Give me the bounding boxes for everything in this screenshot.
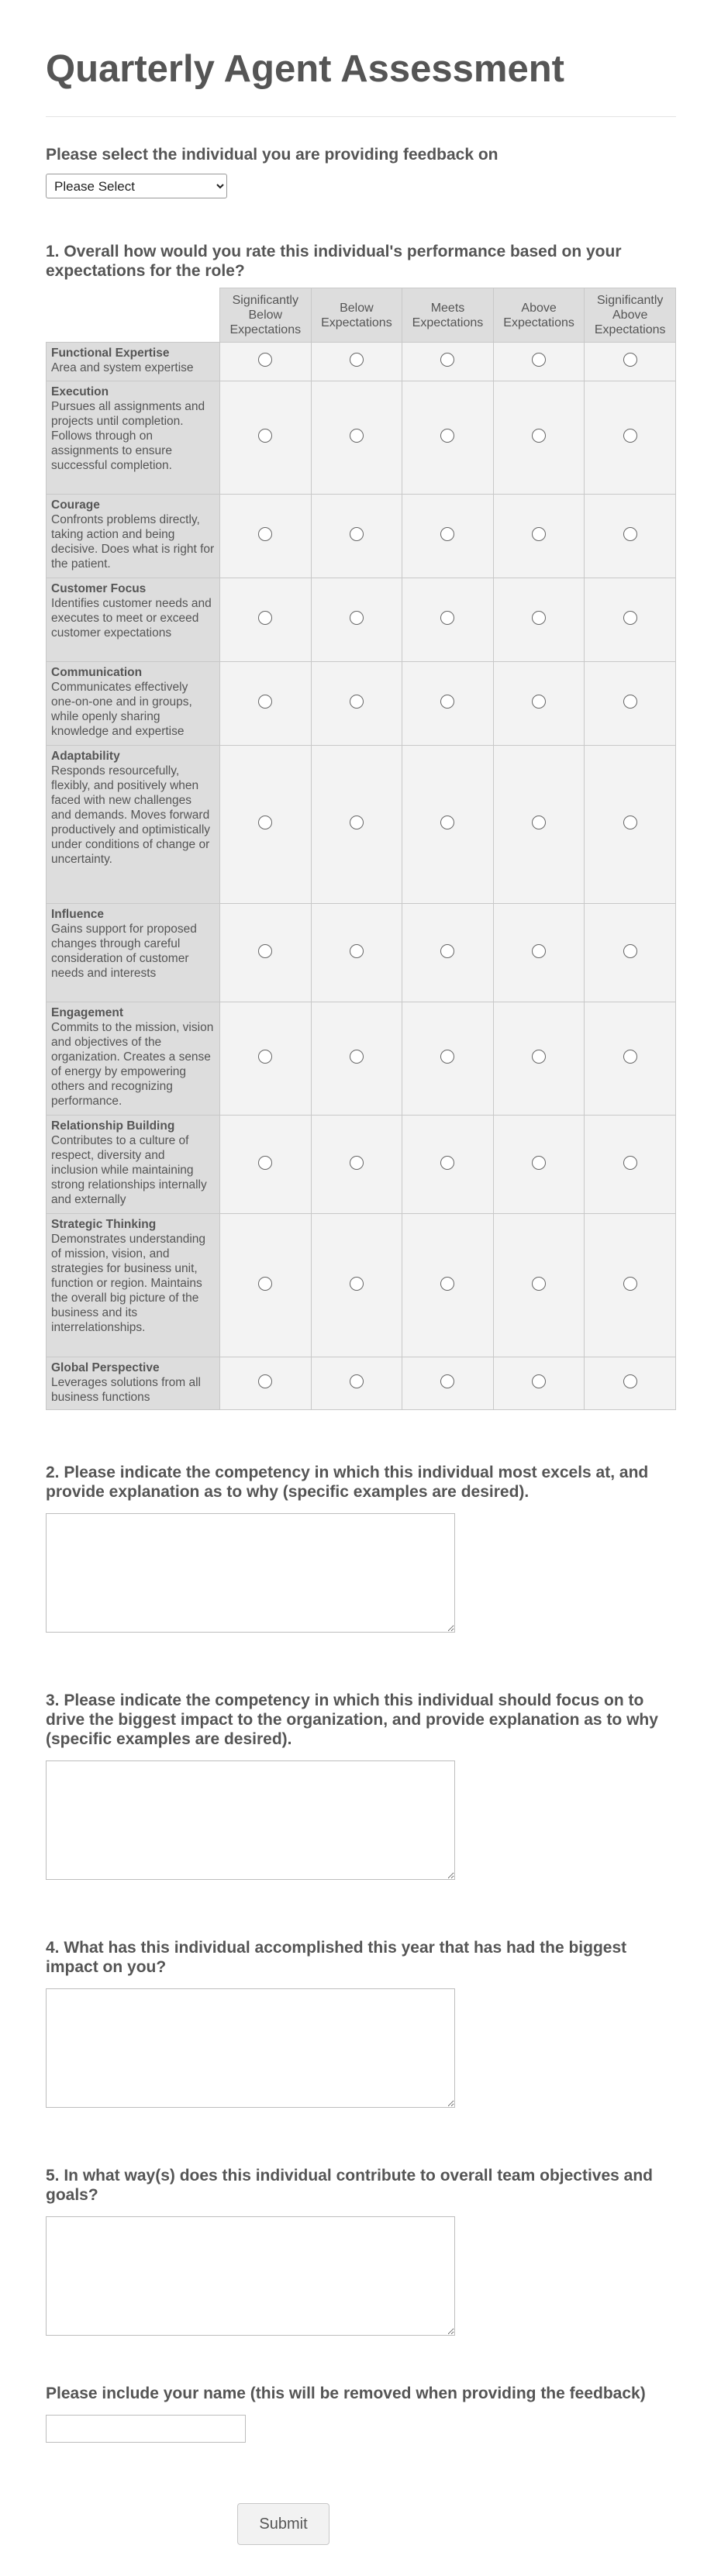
rating-radio[interactable] xyxy=(258,611,272,625)
rating-radio[interactable] xyxy=(440,1374,454,1388)
rating-radio[interactable] xyxy=(258,1374,272,1388)
row-title: Global Perspective xyxy=(51,1361,160,1374)
rating-cell xyxy=(493,578,585,662)
row-header xyxy=(47,495,220,578)
matrix-row xyxy=(47,662,676,746)
rating-radio[interactable] xyxy=(532,816,546,829)
rating-radio[interactable] xyxy=(440,944,454,958)
rating-radio[interactable] xyxy=(258,1277,272,1291)
column-header: Significantly Below Expectations xyxy=(220,288,312,343)
rating-cell xyxy=(220,1002,312,1116)
rating-radio[interactable] xyxy=(350,353,364,367)
rating-cell xyxy=(402,381,494,495)
column-header: Meets Expectations xyxy=(402,288,494,343)
rating-cell xyxy=(311,578,402,662)
rating-radio[interactable] xyxy=(623,1050,637,1064)
q2-textarea[interactable] xyxy=(46,1513,455,1633)
rating-matrix xyxy=(46,288,676,1410)
rating-cell xyxy=(402,1357,494,1410)
q2-section xyxy=(46,1463,676,1633)
rating-radio[interactable] xyxy=(350,429,364,443)
q3-section xyxy=(46,1691,676,1880)
rating-cell xyxy=(220,662,312,746)
q3-textarea[interactable] xyxy=(46,1760,455,1880)
rating-cell xyxy=(311,746,402,904)
rating-cell xyxy=(493,1357,585,1410)
row-description: Pursues all assignments and projects until completion. Follows through on assignments to ensure successful completion. xyxy=(51,400,205,472)
rating-cell xyxy=(220,495,312,578)
row-description: Contributes to a culture of respect, diversity and inclusion while maintaining strong relationships internally and externally xyxy=(51,1134,207,1206)
rating-radio[interactable] xyxy=(532,1277,546,1291)
rating-radio[interactable] xyxy=(258,944,272,958)
q5-textarea[interactable] xyxy=(46,2216,455,2336)
rating-cell xyxy=(402,495,494,578)
name-input[interactable] xyxy=(46,2415,246,2443)
rating-radio[interactable] xyxy=(623,695,637,709)
rating-radio[interactable] xyxy=(532,695,546,709)
row-title: Functional Expertise xyxy=(51,347,170,360)
row-description: Communicates effectively one-on-one and in groups, while openly sharing knowledge and expertise xyxy=(51,681,192,738)
q4-textarea[interactable] xyxy=(46,1988,455,2108)
rating-radio[interactable] xyxy=(350,1277,364,1291)
row-title: Engagement xyxy=(51,1006,124,1019)
rating-cell xyxy=(493,495,585,578)
rating-cell xyxy=(220,746,312,904)
rating-cell xyxy=(311,662,402,746)
rating-radio[interactable] xyxy=(532,353,546,367)
rating-cell xyxy=(220,1214,312,1357)
rating-cell xyxy=(220,1357,312,1410)
form-title: Quarterly Agent Assessment xyxy=(46,48,564,90)
rating-radio[interactable] xyxy=(350,944,364,958)
rating-cell xyxy=(493,343,585,381)
row-title: Influence xyxy=(51,908,105,921)
rating-cell xyxy=(585,343,676,381)
rating-cell xyxy=(585,746,676,904)
q1-section xyxy=(46,242,676,1410)
rating-radio[interactable] xyxy=(440,429,454,443)
q4-section xyxy=(46,1938,676,2108)
name-section xyxy=(46,2384,676,2443)
rating-cell xyxy=(311,1357,402,1410)
rating-cell xyxy=(311,1116,402,1214)
rating-radio[interactable] xyxy=(532,1050,546,1064)
matrix-body xyxy=(47,343,676,1410)
rating-radio[interactable] xyxy=(623,429,637,443)
name-label: Please include your name (this will be removed when providing the feedback) xyxy=(46,2385,646,2402)
rating-radio[interactable] xyxy=(350,695,364,709)
select-label: Please select the individual you are providing feedback on xyxy=(46,146,498,164)
column-header: Above Expectations xyxy=(493,288,585,343)
rating-radio[interactable] xyxy=(532,1156,546,1170)
rating-cell xyxy=(402,746,494,904)
matrix-row xyxy=(47,495,676,578)
row-title: Execution xyxy=(51,385,109,398)
rating-radio[interactable] xyxy=(258,429,272,443)
row-header xyxy=(47,578,220,662)
rating-radio[interactable] xyxy=(623,353,637,367)
rating-radio[interactable] xyxy=(350,1156,364,1170)
rating-cell xyxy=(311,381,402,495)
row-description: Responds resourcefully, flexibly, and positively when faced with new challenges and demands. Moves forward productively and optimistically under conditions of change or uncertainty. xyxy=(51,764,211,866)
row-header xyxy=(47,904,220,1002)
row-title: Adaptability xyxy=(51,750,120,763)
rating-cell xyxy=(493,662,585,746)
matrix-row xyxy=(47,343,676,381)
rating-cell xyxy=(311,904,402,1002)
rating-radio[interactable] xyxy=(258,353,272,367)
q2-label: 2. Please indicate the competency in which this individual most excels at, and provide explanation as to why (specific examples are desired). xyxy=(46,1464,649,1501)
rating-cell xyxy=(220,381,312,495)
rating-radio[interactable] xyxy=(350,611,364,625)
column-header: Significantly Above Expectations xyxy=(585,288,676,343)
rating-cell xyxy=(402,343,494,381)
matrix-row xyxy=(47,904,676,1002)
rating-radio[interactable] xyxy=(440,611,454,625)
rating-cell xyxy=(493,904,585,1002)
assessment-form xyxy=(46,0,676,2536)
rating-radio[interactable] xyxy=(532,527,546,541)
row-header xyxy=(47,1116,220,1214)
rating-cell xyxy=(585,495,676,578)
rating-cell xyxy=(402,1214,494,1357)
row-header xyxy=(47,662,220,746)
row-description: Demonstrates understanding of mission, vision, and strategies for business unit, function or region. Maintains the overall big picture of the business and its interrelationships. xyxy=(51,1233,206,1334)
rating-radio[interactable] xyxy=(350,1050,364,1064)
rating-radio[interactable] xyxy=(440,353,454,367)
rating-radio[interactable] xyxy=(623,1277,637,1291)
rating-radio[interactable] xyxy=(532,1374,546,1388)
rating-cell xyxy=(311,495,402,578)
q4-label: 4. What has this individual accomplished this year that has had the biggest impact on you? xyxy=(46,1939,627,1976)
rating-radio[interactable] xyxy=(440,527,454,541)
rating-cell xyxy=(585,904,676,1002)
row-title: Courage xyxy=(51,498,100,512)
rating-radio[interactable] xyxy=(532,611,546,625)
row-header xyxy=(47,343,220,381)
rating-radio[interactable] xyxy=(258,816,272,829)
q5-section xyxy=(46,2166,676,2336)
matrix-row xyxy=(47,381,676,495)
rating-radio[interactable] xyxy=(350,816,364,829)
rating-radio[interactable] xyxy=(623,611,637,625)
row-description: Commits to the mission, vision and objectives of the organization. Creates a sense of energy by empowering others and recognizing performance. xyxy=(51,1021,214,1108)
rating-cell xyxy=(220,904,312,1002)
rating-radio[interactable] xyxy=(440,1156,454,1170)
individual-select[interactable] xyxy=(46,174,227,198)
rating-cell xyxy=(585,1002,676,1116)
row-header xyxy=(47,381,220,495)
rating-cell xyxy=(402,904,494,1002)
matrix-row xyxy=(47,1116,676,1214)
rating-radio[interactable] xyxy=(623,527,637,541)
rating-radio[interactable] xyxy=(258,695,272,709)
matrix-row xyxy=(47,746,676,904)
row-description: Area and system expertise xyxy=(51,361,194,374)
rating-cell xyxy=(493,1214,585,1357)
rating-cell xyxy=(402,578,494,662)
rating-cell xyxy=(585,578,676,662)
rating-radio[interactable] xyxy=(623,1374,637,1388)
rating-cell xyxy=(402,1002,494,1116)
rating-cell xyxy=(311,343,402,381)
q1-label: 1. Overall how would you rate this individual's performance based on your expectations for the role? xyxy=(46,243,622,280)
rating-cell xyxy=(585,1357,676,1410)
matrix-row xyxy=(47,1357,676,1410)
matrix-header-row xyxy=(47,288,676,343)
matrix-row xyxy=(47,578,676,662)
row-title: Relationship Building xyxy=(51,1119,175,1133)
row-description: Identifies customer needs and executes to meet or exceed customer expectations xyxy=(51,597,212,640)
rating-radio[interactable] xyxy=(440,816,454,829)
rating-cell xyxy=(493,1002,585,1116)
rating-radio[interactable] xyxy=(440,1277,454,1291)
rating-radio[interactable] xyxy=(532,944,546,958)
rating-cell xyxy=(493,1116,585,1214)
rating-radio[interactable] xyxy=(258,1156,272,1170)
rating-cell xyxy=(493,381,585,495)
rating-radio[interactable] xyxy=(258,527,272,541)
rating-radio[interactable] xyxy=(623,1156,637,1170)
rating-cell xyxy=(311,1002,402,1116)
rating-cell xyxy=(585,381,676,495)
select-section xyxy=(46,145,676,198)
rating-radio[interactable] xyxy=(623,816,637,829)
rating-radio[interactable] xyxy=(350,527,364,541)
rating-radio[interactable] xyxy=(350,1374,364,1388)
rating-radio[interactable] xyxy=(532,429,546,443)
row-header xyxy=(47,746,220,904)
rating-cell xyxy=(585,662,676,746)
rating-cell xyxy=(220,1116,312,1214)
row-title: Customer Focus xyxy=(51,582,147,595)
row-header xyxy=(47,1002,220,1116)
rating-cell xyxy=(311,1214,402,1357)
row-description: Gains support for proposed changes through careful consideration of customer needs and interests xyxy=(51,922,197,980)
row-header xyxy=(47,1357,220,1410)
rating-cell xyxy=(220,343,312,381)
matrix-row xyxy=(47,1002,676,1116)
q3-label: 3. Please indicate the competency in which this individual should focus on to drive the biggest impact to the organization, and provide explanation as to why (specific examples are desired). xyxy=(46,1691,658,1748)
matrix-row xyxy=(47,1214,676,1357)
rating-cell xyxy=(402,662,494,746)
rating-cell xyxy=(585,1214,676,1357)
submit-button[interactable]: Submit xyxy=(237,2503,329,2545)
q5-label: 5. In what way(s) does this individual contribute to overall team objectives and goals? xyxy=(46,2167,653,2204)
rating-cell xyxy=(493,746,585,904)
row-title: Strategic Thinking xyxy=(51,1218,157,1231)
column-header: Below Expectations xyxy=(311,288,402,343)
row-title: Communication xyxy=(51,666,143,679)
row-description: Leverages solutions from all business functions xyxy=(51,1376,201,1404)
row-description: Confronts problems directly, taking action and being decisive. Does what is right for the patient. xyxy=(51,513,215,571)
rating-radio[interactable] xyxy=(623,944,637,958)
rating-radio[interactable] xyxy=(440,1050,454,1064)
rating-radio[interactable] xyxy=(258,1050,272,1064)
rating-radio[interactable] xyxy=(440,695,454,709)
row-header xyxy=(47,1214,220,1357)
matrix-corner xyxy=(47,288,220,343)
rating-cell xyxy=(585,1116,676,1214)
rating-cell xyxy=(402,1116,494,1214)
submit-area xyxy=(46,2443,676,2536)
rating-cell xyxy=(220,578,312,662)
title-divider xyxy=(46,116,676,117)
